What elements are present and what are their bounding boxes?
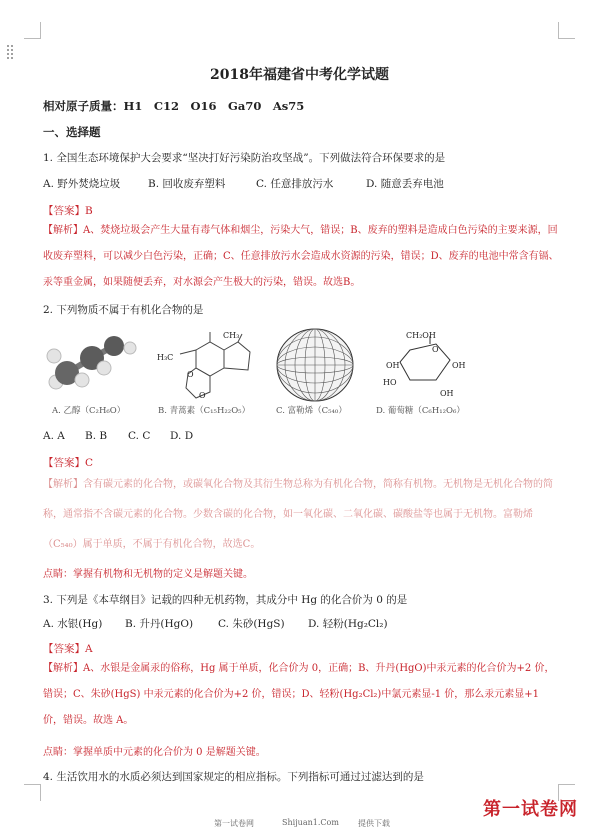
ho-label: HO bbox=[383, 378, 397, 387]
fullerene-cage-image bbox=[272, 326, 358, 404]
q1-option-b: B. 回收废弃塑料 bbox=[148, 178, 226, 190]
q1-explanation: 【解析】A、焚烧垃圾会产生大量有毒气体和烟尘，污染大气，错误；B、废弃的塑料是造成白色污染的主要来源，回收废弃塑料，可以减少白色污染，正确；C、任意排放污水会造成水资源的污染，错误；D、废弃的电池中常含有镉、汞等重金属，如果随便丢弃，对水源会产生极大的污染，错误。故选B。 bbox=[43, 225, 559, 288]
ch2oh-label: CH₂OH bbox=[406, 331, 436, 340]
q3-option-b: B. 升丹(HgO) bbox=[125, 618, 194, 630]
crop-mark-bottom-left bbox=[24, 784, 41, 801]
q1-option-a: A. 野外焚烧垃圾 bbox=[43, 178, 121, 190]
q2-answer: 【答案】C bbox=[43, 457, 94, 469]
q3-hint: 点睛：掌握单质中元素的化合价为 0 是解题关键。 bbox=[43, 747, 266, 758]
caption-c: C. 富勒烯（C₅₄₀） bbox=[276, 406, 347, 416]
q3-option-c: C. 朱砂(HgS) bbox=[218, 618, 285, 630]
o-label-1: O bbox=[187, 370, 194, 379]
q2-stem: 2. 下列物质不属于有机化合物的是 bbox=[43, 304, 204, 316]
caption-d: D. 葡萄糖（C₆H₁₂O₆） bbox=[376, 406, 465, 416]
q1-option-d: D. 随意丢弃电池 bbox=[366, 178, 444, 190]
q1-stem: 1. 全国生态环境保护大会要求“坚决打好污染防治攻坚战”。下列做法符合环保要求的是 bbox=[43, 152, 446, 164]
drag-handle-icon[interactable] bbox=[6, 44, 14, 60]
q4-stem: 4. 生活饮用水的水质必须达到国家规定的相应指标。下列指标可通过过滤达到的是 bbox=[43, 771, 424, 783]
q2-explanation: 【解析】含有碳元素的化合物，或碳氧化合物及其衍生物总称为有机化合物，简称有机物。无机物是无机化合物的简称，通常指不含碳元素的化合物。少数含碳的化合物，如一氧化碳、二氧化碳、碳酸盐等也属于无机物。富勒烯（C₅₄₀）属于单质，不属于有机化合物，故选C。 bbox=[43, 479, 553, 550]
q3-option-a: A. 水银(Hg) bbox=[43, 618, 103, 630]
crop-mark-top-left bbox=[24, 22, 41, 39]
oh-label-1: OH bbox=[452, 361, 466, 370]
q3-answer: 【答案】A bbox=[43, 643, 93, 655]
q2-option-b: B. B bbox=[85, 430, 108, 442]
caption-a: A. 乙醇（C₂H₆O） bbox=[52, 406, 126, 416]
oh-label-3: OH bbox=[440, 389, 454, 398]
atomic-mass-line: 相对原子质量：H1 C12 O16 Ga70 As75 bbox=[43, 99, 305, 113]
section-heading: 一、选择题 bbox=[43, 125, 101, 139]
o-label-2: O bbox=[199, 391, 206, 400]
caption-b: B. 青蒿素（C₁₅H₂₂O₅） bbox=[158, 406, 251, 416]
o-label-ring: O bbox=[432, 345, 439, 354]
site-logo: 第一试卷网 bbox=[483, 799, 578, 820]
footer-download: 提供下载 bbox=[358, 819, 390, 828]
artemisinin-structure-image bbox=[158, 330, 258, 402]
ethanol-model-image bbox=[42, 328, 142, 398]
q1-answer: 【答案】B bbox=[43, 205, 93, 217]
q3-explanation: 【解析】A、水银是金属汞的俗称，Hg 属于单质，化合价为 0，正确；B、升丹(HgO)中汞元素的化合价为+2 价，错误；C、朱砂(HgS) 中汞元素的化合价为+2 价，错误；D、轻粉(Hg₂Cl₂)中氯元素显-1 价，那么汞元素显+1 价，错误。故选 A。 bbox=[43, 663, 555, 726]
q1-option-c: C. 任意排放污水 bbox=[256, 178, 334, 190]
q3-option-d: D. 轻粉(Hg₂Cl₂) bbox=[308, 618, 388, 630]
oh-label-2: OH bbox=[386, 361, 400, 370]
page-title: 2018年福建省中考化学试题 bbox=[210, 67, 389, 83]
q2-option-d: D. D bbox=[170, 430, 194, 442]
footer-domain[interactable]: Shijuan1.Com bbox=[282, 818, 339, 827]
q2-option-a: A. A bbox=[43, 430, 65, 442]
footer-site-name: 第一试卷网 bbox=[214, 819, 254, 828]
crop-mark-top-right bbox=[558, 22, 575, 39]
q3-stem: 3. 下列是《本草纲目》记载的四种无机药物，其成分中 Hg 的化合价为 0 的是 bbox=[43, 594, 408, 606]
q2-option-c: C. C bbox=[128, 430, 151, 442]
q2-hint: 点睛：掌握有机物和无机物的定义是解题关键。 bbox=[43, 569, 253, 580]
h3c-label: H₃C bbox=[157, 353, 174, 362]
ch3-label: CH₃ bbox=[223, 331, 240, 340]
